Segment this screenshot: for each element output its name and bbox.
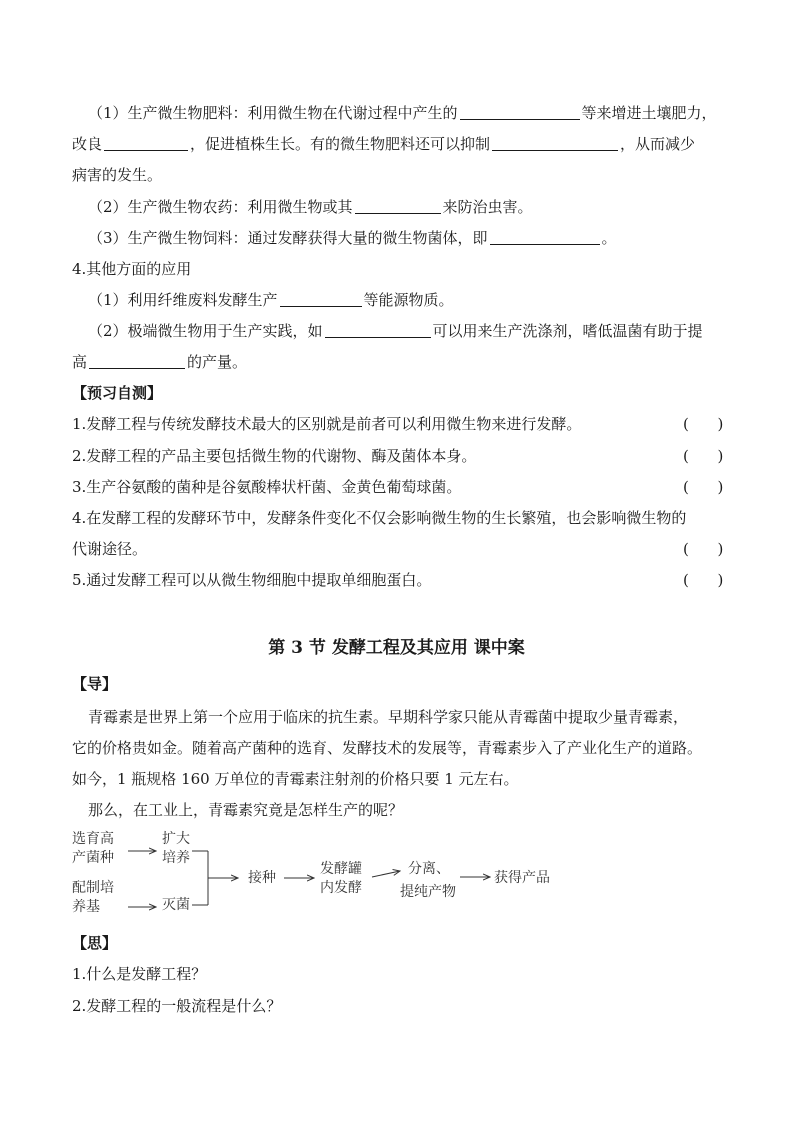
think-heading: 【思】: [72, 934, 118, 952]
fill-line-1: [88, 102, 743, 124]
guide-question: 那么，在工业上，青霉素究竟是怎样生产的呢？: [88, 801, 404, 819]
text: （2）生产微生物农药：利用微生物或其: [88, 198, 353, 216]
flow-select-1: 选育高: [72, 831, 114, 847]
fill-line-4: [88, 196, 743, 218]
self-test-item-4: 4.在发酵工程的发酵环节中，发酵条件变化不仅会影响微生物的生长繁殖，也会影响微生物的: [72, 509, 687, 527]
self-test-heading: 【预习自测】: [72, 384, 163, 402]
flow-ferment-2: 内发酵: [320, 880, 362, 896]
fill-line-7: [88, 289, 743, 311]
text: 高: [72, 353, 88, 371]
flow-separate-1: 分离、: [408, 861, 450, 877]
answer-paren[interactable]: ( ): [683, 447, 724, 465]
fill-line-2: [72, 133, 727, 155]
text: （2）极端微生物用于生产实践，如: [88, 322, 323, 340]
fill-line-8: [88, 320, 743, 342]
fill-line-9: [72, 351, 727, 373]
guide-heading: 【导】: [72, 675, 118, 693]
text: 改良: [72, 135, 103, 153]
section-title: 第 3 节 发酵工程及其应用 课中案: [268, 638, 525, 658]
text: （3）生产微生物饲料：通过发酵获得大量的微生物菌体，即: [88, 229, 488, 247]
answer-blank[interactable]: [325, 321, 431, 338]
self-test-item-5: 5.通过发酵工程可以从微生物细胞中提取单细胞蛋白。: [72, 571, 432, 589]
text: 的产量。: [187, 353, 248, 371]
flow-ferment-1: 发酵罐: [320, 861, 362, 877]
flow-inoculate: 接种: [248, 870, 276, 886]
text: ，从而减少: [620, 135, 696, 153]
answer-blank[interactable]: [104, 134, 188, 151]
flow-expand-2: 培养: [162, 850, 190, 866]
self-test-item-2: 2.发酵工程的产品主要包括微生物的代谢物、酶及菌体本身。: [72, 447, 477, 465]
flow-select-2: 产菌种: [72, 850, 114, 866]
self-test-item-1: 1.发酵工程与传统发酵技术最大的区别就是前者可以利用微生物来进行发酵。: [72, 415, 582, 433]
text: （1）利用纤维废料发酵生产: [88, 291, 278, 309]
answer-blank[interactable]: [492, 134, 618, 151]
self-test-item-4-cont: 代谢途径。: [72, 540, 148, 558]
answer-paren[interactable]: ( ): [683, 571, 724, 589]
guide-paragraph-line: 青霉素是世界上第一个应用于临床的抗生素。早期科学家只能从青霉菌中提取少量青霉素，: [88, 708, 689, 726]
text: 等来增进土壤肥力，: [581, 104, 717, 122]
flow-prep-2: 养基: [72, 899, 100, 915]
flow-prep-1: 配制培: [72, 880, 114, 896]
answer-blank[interactable]: [490, 228, 600, 245]
arrow: [372, 871, 400, 877]
think-question-1: 1.什么是发酵工程？: [72, 965, 207, 983]
flow-separate-2: 提纯产物: [400, 884, 456, 900]
answer-blank[interactable]: [460, 103, 580, 120]
answer-blank[interactable]: [280, 290, 362, 307]
text: 等能源物质。: [363, 291, 454, 309]
fill-line-5: [88, 227, 743, 249]
fill-line-3: 病害的发生。: [72, 166, 163, 184]
flow-expand-1: 扩大: [162, 831, 190, 847]
text: 可以用来生产洗涤剂，嗜低温菌有助于提: [432, 322, 703, 340]
answer-blank[interactable]: [355, 197, 441, 214]
answer-blank[interactable]: [89, 352, 185, 369]
fill-line-6: 4.其他方面的应用: [72, 260, 192, 278]
answer-paren[interactable]: ( ): [683, 540, 724, 558]
answer-paren[interactable]: ( ): [683, 478, 724, 496]
think-question-2: 2.发酵工程的一般流程是什么？: [72, 997, 282, 1015]
flow-product: 获得产品: [494, 870, 550, 886]
text: ，促进植株生长。有的微生物肥料还可以抑制: [190, 135, 491, 153]
flow-sterilize: 灭菌: [162, 897, 190, 913]
guide-paragraph-line: 如今，1 瓶规格 160 万单位的青霉素注射剂的价格只要 1 元左右。: [72, 770, 519, 788]
guide-paragraph-line: 它的价格贵如金。随着高产菌种的选育、发酵技术的发展等，青霉素步入了产业化生产的道路。: [72, 739, 703, 757]
self-test-item-3: 3.生产谷氨酸的菌种是谷氨酸棒状杆菌、金黄色葡萄球菌。: [72, 478, 462, 496]
text: （1）生产微生物肥料：利用微生物在代谢过程中产生的: [88, 104, 458, 122]
answer-paren[interactable]: ( ): [683, 415, 724, 433]
text: 来防治虫害。: [442, 198, 533, 216]
text: 。: [601, 229, 617, 247]
